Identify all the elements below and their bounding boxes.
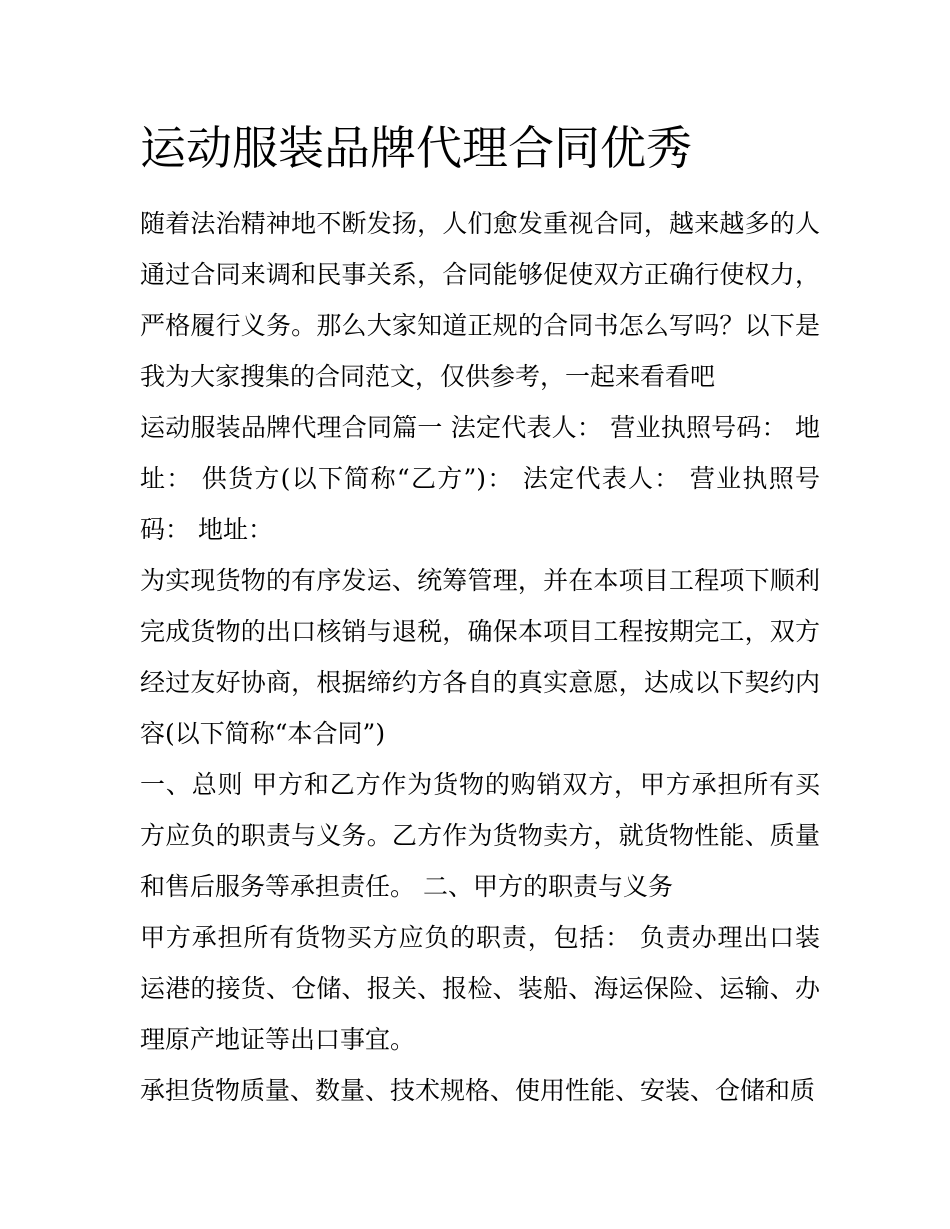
contract-purpose-paragraph: 为实现货物的有序发运、统筹管理，并在本项目工程项下顺利完成货物的出口核销与退税，确保本项目工程按期完工，双方经过友好协商，根据缔约方各自的真实意愿，达成以下契约内容(以下简称“本合同”) [140,566,820,748]
document-title: 运动服装品牌代理合同优秀 [140,121,692,175]
contract-parties-paragraph: 运动服装品牌代理合同篇一 法定代表人： 营业执照号码： 地址： 供货方(以下简称“乙方”)： 法定代表人： 营业执照号码： 地址： [140,413,820,544]
document-body [140,112,820,1116]
general-provisions-paragraph: 一、总则 甲方和乙方作为货物的购销双方，甲方承担所有买方应负的职责与义务。乙方作为货物卖方，就货物性能、质量和售后服务等承担责任。 二、甲方的职责与义务 [140,770,820,901]
intro-paragraph: 随着法治精神地不断发扬，人们愈发重视合同，越来越多的人通过合同来调和民事关系，合同能够促使双方正确行使权力，严格履行义务。那么大家知道正规的合同书怎么写吗？以下是我为大家搜集的合同范文，仅供参考，一起来看看吧 [140,209,820,391]
quality-responsibility-paragraph: 承担货物质量、数量、技术规格、使用性能、安装、仓储和质 [140,1076,816,1105]
party-a-duties-paragraph: 甲方承担所有货物买方应负的职责，包括： 负责办理出口装运港的接货、仓储、报关、报检、装船、海运保险、运输、办理原产地证等出口事宜。 [140,923,820,1054]
